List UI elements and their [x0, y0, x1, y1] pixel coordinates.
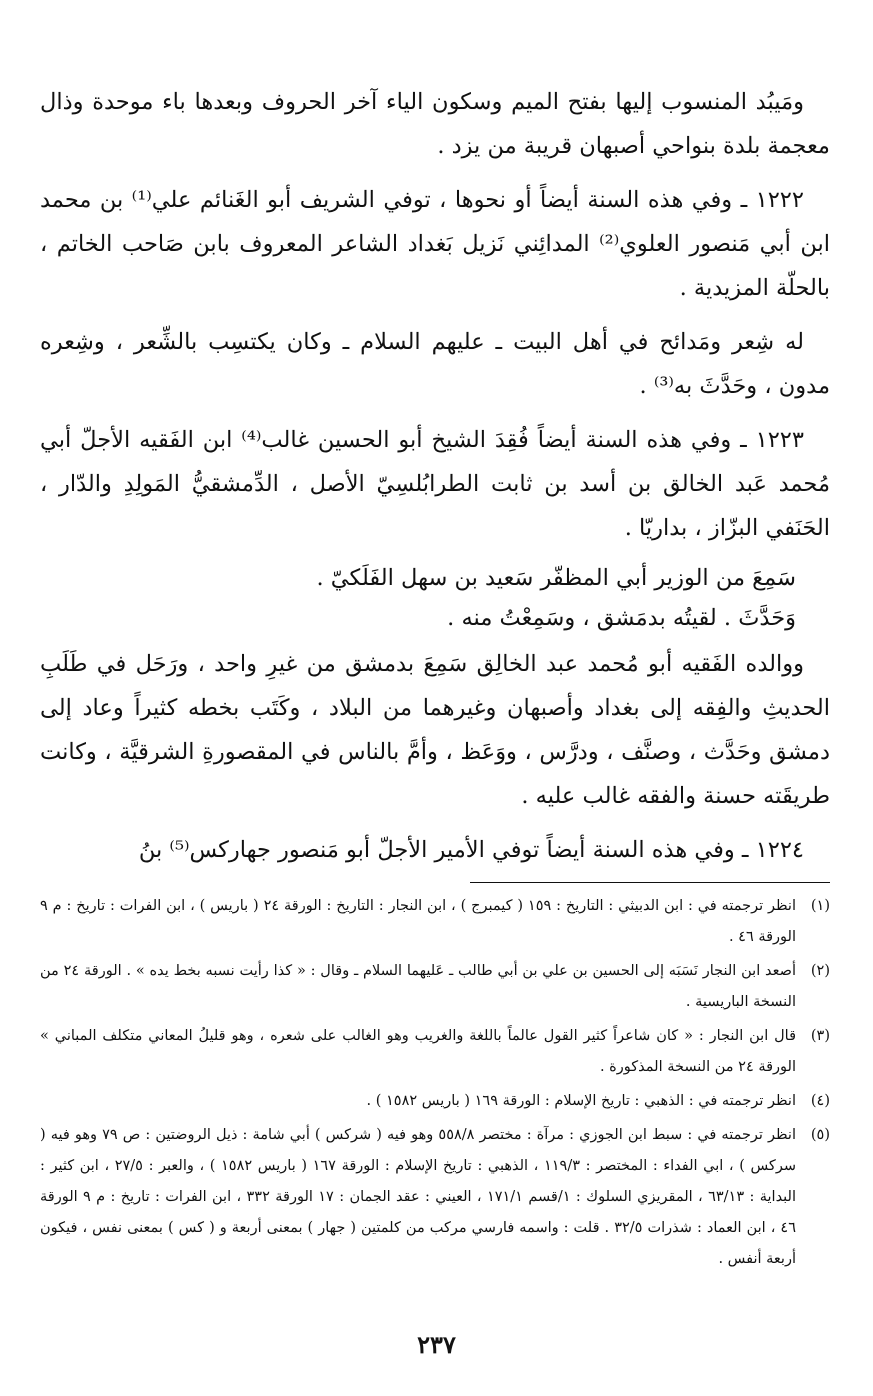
paragraph-father: ووالده الفَقيه أبو مُحمد عبد الخالِق سَمِعَ بدمشق من غيرِ واحد ، ورَحَل في طَلَبِ الحديثِ والفِقه إلى بغداد وأصبهان وغيرهما من البلاد ، وكَتَب بخطه كثيراً وعاد إلى دمشق وحَدَّث ، وصنَّف ، ودرَّس ، ووَعَظ ، وأمَّ بالناس في المقصورةِ الشرقيَّة ، وكانت طريقَته حسنة والفقه غالب عليه .	[40, 651, 830, 809]
footnote-text: قال ابن النجار : « كان شاعراً كثير القول عالماً باللغة والغريب وهو الغالب على شعره ، وهو قليلُ المعاني متكلف المباني » الورقة ٢٤ من النسخة المذكورة .	[40, 1028, 796, 1075]
page-number: ٢٣٧	[417, 1330, 456, 1359]
footnote-3	[40, 1021, 830, 1083]
footnote-text: انظر ترجمته في : سبط ابن الجوزي : مرآة : مختصر ٥٥٨/٨ وهو فيه ( شركس ) أبي شامة : ذيل الروضتين : ص ٧٩ وهو فيه ( سركس ) ، ابي الفداء : المختصر : ١١٩/٣ ، الذهبي : تاريخ الإسلام : الورقة ١٦٧ ( باريس ١٥٨٢ ) ، والعبر : ٢٧/٥ ، ابن كثير : البداية : ٦٣/١٣ ، المقريزي السلوك : ١/قسم ١٧١/١ ، العيني : عقد الجمان : ١٧ الورقة ٣٣٢ ، ابن الفرات : تاريخ : م ٩ الورقة ٤٦ ، ابن العماد : شذرات ٣٢/٥ . قلت : واسمه فارسي مركب من كلمتين ( جهار ) بمعنى أربعة و ( كس ) بمعنى نفس ، فيكون أربعة أنفس .	[40, 1127, 797, 1267]
footnote-number: (٢)	[810, 963, 830, 979]
entry-1224: ١٢٢٤ ـ وفي هذه السنة أيضاً توفي الأمير الأجلّ أبو مَنصور جهاركس⁽⁵⁾ بنُ	[138, 837, 804, 863]
footnotes	[40, 891, 830, 1275]
entry-1222: ١٢٢٢ ـ وفي هذه السنة أيضاً أو نحوها ، توفي الشريف أبو الغَنائم علي⁽¹⁾ بن محمد ابن أبي مَنصور العلوي⁽²⁾ المدائِني نَزيل بَغداد الشاعر المعروف بابن صَاحب الخاتم ، بالحلّة المزيدية .	[40, 187, 830, 301]
footnote-text: انظر ترجمته في : الذهبي : تاريخ الإسلام : الورقة ١٦٩ ( باريس ١٥٨٢ ) .	[366, 1093, 796, 1109]
entry-1223: ١٢٢٣ ـ وفي هذه السنة أيضاً فُقِدَ الشيخ أبو الحسين غالب⁽⁴⁾ ابن الفَقيه الأجلّ أبي مُحمد عَبد الخالق بن أسد بن ثابت الطرابُلسِيّ الأصل ، الدِّمشقيُّ المَولِدِ والدّار ، الحَنَفي البزّاز ، بداريّا .	[40, 427, 830, 541]
paragraph-heard-from: سَمِعَ من الوزير أبي المظفّر سَعيد بن سهل الفَلَكيّ .	[316, 565, 796, 591]
footnote-1	[40, 891, 830, 953]
document-page	[40, 80, 830, 1278]
paragraph-poetry: له شِعر ومَدائح في أهل البيت ـ عليهم السلام ـ وكان يكتسِب بالشِّعر ، وشِعره مدون ، وحَدَّثَ به⁽³⁾ .	[40, 329, 830, 399]
main-text	[40, 80, 830, 872]
footnote-number: (٤)	[810, 1093, 830, 1109]
footnote-text: انظر ترجمته في : ابن الدبيثي : التاريخ : ١٥٩ ( كيمبرج ) ، ابن النجار : التاريخ : الورقة ٢٤ ( باريس ) ، ابن الفرات : تاريخ : م ٩ الورقة ٤٦ .	[40, 898, 796, 945]
footnote-5	[40, 1120, 830, 1275]
footnote-4	[40, 1086, 830, 1117]
footnote-number: (١)	[810, 898, 830, 914]
footnote-2	[40, 956, 830, 1018]
footnote-number: (٥)	[810, 1127, 830, 1143]
paragraph-narrated: وَحَدَّثَ . لقيتُه بدمَشق ، وسَمِعْتُ منه .	[447, 605, 796, 631]
paragraph-meybod: ومَيبُد المنسوب إليها بفتح الميم وسكون الياء آخر الحروف وبعدها باء موحدة وذال معجمة بلدة بنواحي أصبهان قريبة من يزد .	[40, 89, 830, 159]
footnote-text: أصعد ابن النجار نَسَبَه إلى الحسين بن علي بن أبي طالب ـ عَليهما السلام ـ وقال : « كذا رأيت نسبه بخط يده » . الورقة ٢٤ من النسخة الباريسية .	[40, 963, 796, 1010]
footnote-divider	[470, 882, 830, 883]
footnote-number: (٣)	[810, 1028, 830, 1044]
